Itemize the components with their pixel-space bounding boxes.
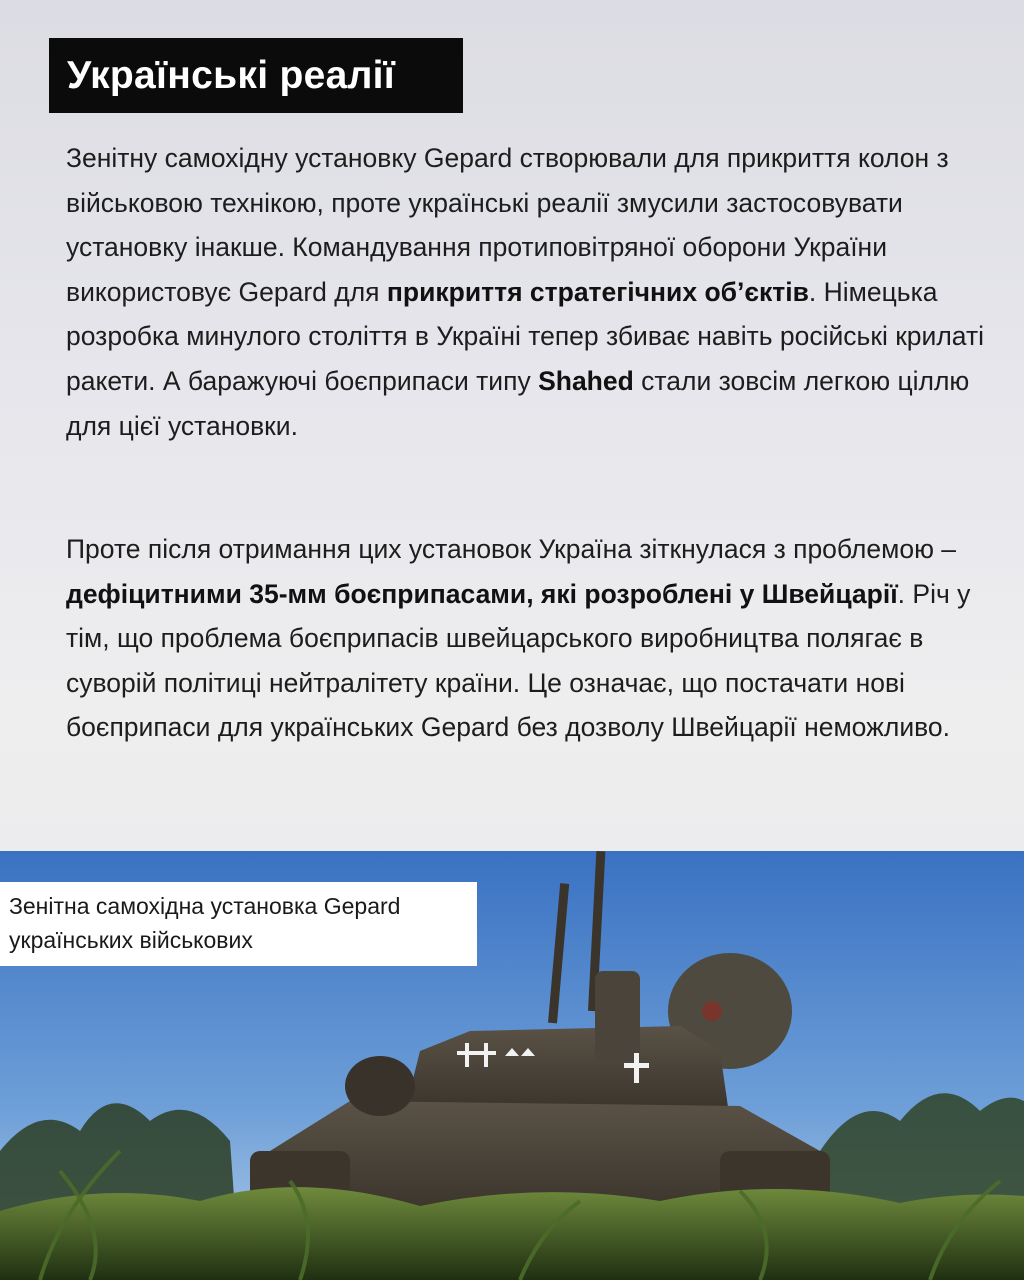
bold-text-run: прикриття стратегічних об’єктів — [386, 276, 809, 307]
text-run: . Річ у тім, що проблема боєприпасів швейцарського виробництва полягає в суворій політиці нейтралітету країни. Це означає, що постачати нові боєприпаси для українських Gepard без дозволу Швейцарії неможливо. — [66, 578, 971, 743]
bold-text-run: Shahed — [538, 365, 634, 396]
text-run: Проте після отримання цих установок Україна зіткнулася з проблемою – — [66, 534, 957, 564]
heading-box — [49, 38, 463, 113]
paragraph-1 — [66, 136, 996, 448]
heading: Українські реалії — [67, 53, 396, 97]
paragraph-2 — [66, 527, 996, 750]
bold-text-run: дефіцитними 35-мм боєприпасами, які розроблені у Швейцарії — [66, 578, 898, 609]
caption-line-1: Зенітна самохідна установка Gepard — [9, 893, 401, 919]
text-run: стали зовсім легкою ціллю для цієї установки. — [66, 365, 970, 441]
text-run: . Німецька розробка минулого століття в Україні тепер збиває навіть російські крилаті ракети. А баражуючі боєприпаси типу — [66, 276, 984, 396]
text-run: Зенітну самохідну установку Gepard створювали для прикриття колон з військовою технікою, проте українські реалії змусили застосовувати установку інакше. Командування протиповітряної оборони України використовує Gepard для — [66, 143, 949, 307]
caption-line-2: українських військових — [9, 927, 253, 953]
photo-caption — [0, 882, 477, 966]
